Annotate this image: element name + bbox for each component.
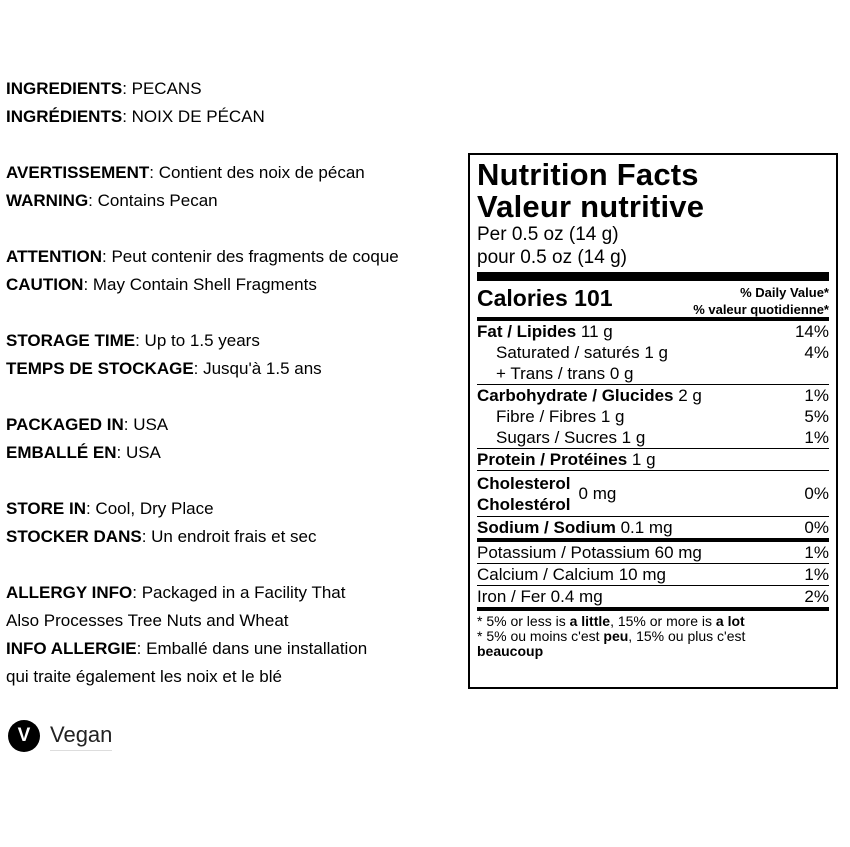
storage-time-en: STORAGE TIME: Up to 1.5 years bbox=[6, 331, 260, 350]
ingredients-en: INGREDIENTS: PECANS bbox=[6, 79, 202, 98]
daily-value-header-en: % Daily Value* bbox=[740, 285, 829, 300]
store-in-fr: STOCKER DANS: Un endroit frais et sec bbox=[6, 527, 317, 546]
ingredients-fr: INGRÉDIENTS: NOIX DE PÉCAN bbox=[6, 107, 265, 126]
iron-row: Iron / Fer 0.4 mg 2% bbox=[477, 587, 829, 606]
potassium-row: Potassium / Potassium 60 mg 1% bbox=[477, 543, 829, 562]
daily-value-header-fr: % valeur quotidienne* bbox=[693, 302, 829, 317]
vegan-badge-group bbox=[8, 720, 112, 752]
cholesterol-row bbox=[477, 471, 829, 516]
calcium-row: Calcium / Calcium 10 mg 1% bbox=[477, 565, 829, 584]
fibre-row: Fibre / Fibres 1 g 5% bbox=[496, 407, 829, 426]
nutrition-title-en: Nutrition Facts bbox=[477, 157, 699, 192]
cholesterol-label-en: Cholesterol bbox=[477, 473, 571, 493]
attention-fr: ATTENTION: Peut contenir des fragments de coque bbox=[6, 247, 399, 266]
protein-row: Protein / Protéines 1 g bbox=[477, 450, 656, 469]
footnote bbox=[477, 611, 829, 659]
fat-row: Fat / Lipides 11 g 14% bbox=[477, 322, 829, 341]
nutrition-facts-table bbox=[468, 153, 838, 689]
vegan-label: Vegan bbox=[50, 722, 112, 751]
nutrition-title-fr: Valeur nutritive bbox=[477, 189, 705, 224]
packaged-in-fr: EMBALLÉ EN: USA bbox=[6, 443, 161, 462]
serving-size-fr: pour 0.5 oz (14 g) bbox=[477, 247, 627, 268]
allergy-info-fr-cont: qui traite également les noix et le blé bbox=[6, 667, 282, 686]
vegan-icon: V bbox=[8, 720, 40, 752]
allergy-info-en-cont: Also Processes Tree Nuts and Wheat bbox=[6, 611, 289, 630]
product-info-text bbox=[6, 78, 466, 694]
serving-size-en: Per 0.5 oz (14 g) bbox=[477, 224, 619, 245]
packaged-in-en: PACKAGED IN: USA bbox=[6, 415, 169, 434]
cholesterol-pct: 0% bbox=[804, 483, 829, 503]
storage-time-fr: TEMPS DE STOCKAGE: Jusqu'à 1.5 ans bbox=[6, 359, 322, 378]
saturated-row: Saturated / saturés 1 g 4% bbox=[496, 343, 829, 362]
calories-label: Calories bbox=[477, 285, 568, 311]
footnote-fr: * 5% ou moins c'est peu, 15% ou plus c'est bbox=[477, 628, 746, 644]
cholesterol-label-fr: Cholestérol bbox=[477, 494, 571, 514]
sugars-row: Sugars / Sucres 1 g 1% bbox=[496, 428, 829, 447]
allergy-info-fr: INFO ALLERGIE: Emballé dans une installation bbox=[6, 639, 368, 658]
allergy-info-en: ALLERGY INFO: Packaged in a Facility That bbox=[6, 583, 346, 602]
cholesterol-amount: 0 mg bbox=[578, 483, 617, 503]
footnote-en: * 5% or less is a little, 15% or more is a lot bbox=[477, 613, 745, 629]
store-in-en: STORE IN: Cool, Dry Place bbox=[6, 499, 214, 518]
sodium-row: Sodium / Sodium 0.1 mg 0% bbox=[477, 518, 829, 537]
footnote-fr-cont: beaucoup bbox=[477, 643, 544, 659]
calories-value: 101 bbox=[574, 285, 613, 311]
carbohydrate-row: Carbohydrate / Glucides 2 g 1% bbox=[477, 386, 829, 405]
warning-fr: AVERTISSEMENT: Contient des noix de pécan bbox=[6, 163, 365, 182]
calories-row bbox=[477, 281, 829, 317]
trans-row: + Trans / trans 0 g bbox=[496, 364, 634, 383]
warning-en: WARNING: Contains Pecan bbox=[6, 191, 218, 210]
caution-en: CAUTION: May Contain Shell Fragments bbox=[6, 275, 317, 294]
